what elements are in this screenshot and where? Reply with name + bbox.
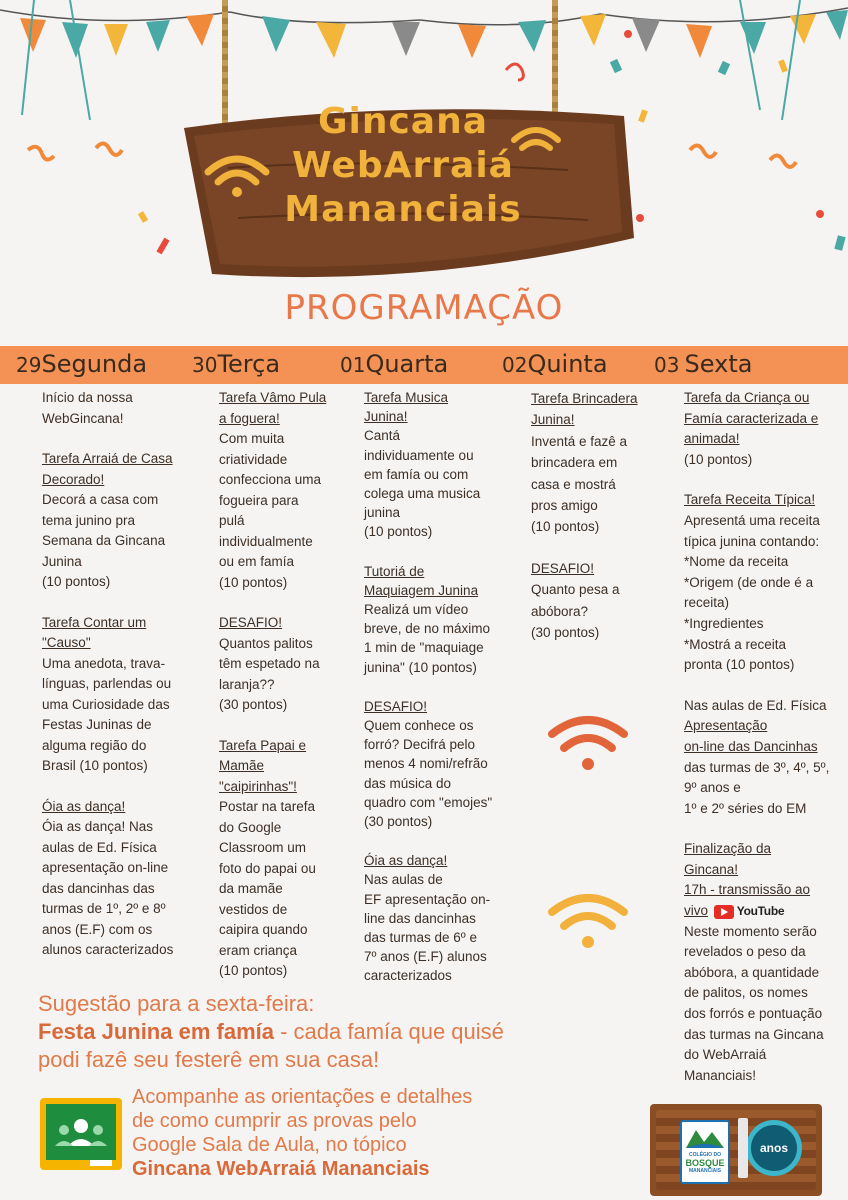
challenge-title: DESAFIO! [531,560,595,576]
column-tuesday: Tarefa Vâmo Pula a foguera! Com muita criatividade confecciona uma fogueira para pulá individualmente ou em famía (10 pontos) DESAFIO! Quantos palitos têm espetado na laranja?? (30 pontos) Tarefa Papai e Mamãe "caipirinhas"! Postar na tarefa do Google Classroom um foto do papai ou da mamãe vestidos de caipira quando eram criança (10 pontos) [219,388,349,982]
task-title: Tarefa Vâmo Pula [219,390,327,405]
suggestion-heading: Sugestão para a sexta-feira: [38,991,315,1016]
task-title: Óia as dança! [42,798,126,814]
day-friday: 03 Sexta [654,350,753,378]
column-monday: Início da nossa WebGincana! Tarefa Arraiá de Casa Decorado! Decorá a casa com tema junino pra Semana da Gincana Junina (10 pontos) Tarefa Contar um "Causo" Uma anedota, trava- línguas, parlendas ou uma Curiosidade das Festas Juninas de alguma região do Brasil (10 pontos) Óia as dança! Óia as dança! Nas aulas de Ed. Física apresentação on-line das dancinhas das turmas de 1º, 2º e 8º anos (E.F) com os alunos caracterizados [42,388,192,961]
task-title: Tarefa Arraiá de Casa [42,451,173,466]
task-title: Tutoriá de [364,563,425,579]
google-classroom-icon [40,1098,122,1170]
wifi-yellow-icon [546,888,630,952]
youtube-icon [714,905,734,919]
challenge-title: DESAFIO! [364,698,428,714]
school-logo [650,1104,822,1196]
footer-text: Acompanhe as orientações e detalhes de como cumprir as provas pelo Google Sala de Aula, no tópico Gincana WebArraiá Mananciais [132,1086,473,1180]
crest-emblem-icon [682,1124,728,1152]
day-thursday: 02Quinta [502,350,608,378]
task-title: Tarefa da Criança ou [684,390,810,405]
day-tuesday: 30Terça [192,350,281,378]
task-title: Tarefa Brincadera [531,391,638,406]
suggestion-block: Sugestão para a sexta-feira: Festa Junina em famía - cada famía que quisé podi fazê seu festerê em sua casa! [38,990,658,1074]
column-wednesday: Tarefa Musica Junina! Cantá individuamente ou em famía ou com colega uma musica junina (10 pontos) Tutoriá de Maquiagem Junina Realizá um vídeo breve, de no máximo 1 min de "maquiage junina" (10 pontos) DESAFIO! Quem conhece os forró? Decifrá pelo menos 4 nomi/refrão das música do quadro com "emojes" (30 pontos) Óia as dança! Nas aulas de EF apresentação on- line das dancinhas das turmas de 6º e 7º anos (E.F) alunos caracterizados [364,388,514,986]
task-title: Finalização da [684,841,772,857]
column-thursday: Tarefa Brincadera Junina! Inventá e fazê a brincadera em casa e mostrá pros amigo (10 pontos) DESAFIO! Quanto pesa a abóbora? (30 pontos) [531,388,661,643]
task-title: Tarefa Musica [364,390,449,405]
anniversary-digit [738,1118,748,1178]
task-title: Tarefa Contar um [42,614,147,630]
challenge-title: DESAFIO! [219,615,283,630]
task-title: Óia as dança! [364,853,448,869]
sign-title-line3: Mananciais [284,189,522,230]
programacao-heading: PROGRAMAÇÃO [284,288,564,328]
youtube-wordmark: YouTube [736,904,785,919]
wifi-small-icon [508,118,564,158]
task-title: Tarefa Papai e [219,737,307,753]
day-wednesday: 01Quarta [340,350,449,378]
wooden-sign [168,88,638,288]
wifi-orange-icon [546,710,630,774]
school-crest: COLÉGIO DO BOSQUE MANANCIAIS [680,1120,730,1184]
task-title: Tarefa Receita Típica! [684,492,816,508]
wifi-icon [202,144,272,200]
column-friday: Tarefa da Criança ou Famía caracterizada e animada! (10 pontos) Tarefa Receita Típica! Apresentá uma receita típica junina contando: *Nome da receita *Origem (de onde é a receita) *Ingredientes *Mostrá a receita pronta (10 pontos) Nas aulas de Ed. Física Apresentação on-line das Dancinhas das turmas de 3º, 4º, 5º, 9º anos e 1º e 2º séries do EM Finalização da Gincana! 17h - transmissão ao vivo YouTube Neste momento serão revelados o peso da abóbora, a quantidade de palitos, os nomes dos forrós e pontuação das turmas na Gincana do WebArraiá Mananciais! [684,388,848,1086]
sign-title-line2: WebArraiá [292,145,514,186]
sign-title-line1: Gincana [317,101,489,142]
day-monday: 29Segunda [16,350,148,378]
anniversary-badge: anos [746,1120,802,1176]
